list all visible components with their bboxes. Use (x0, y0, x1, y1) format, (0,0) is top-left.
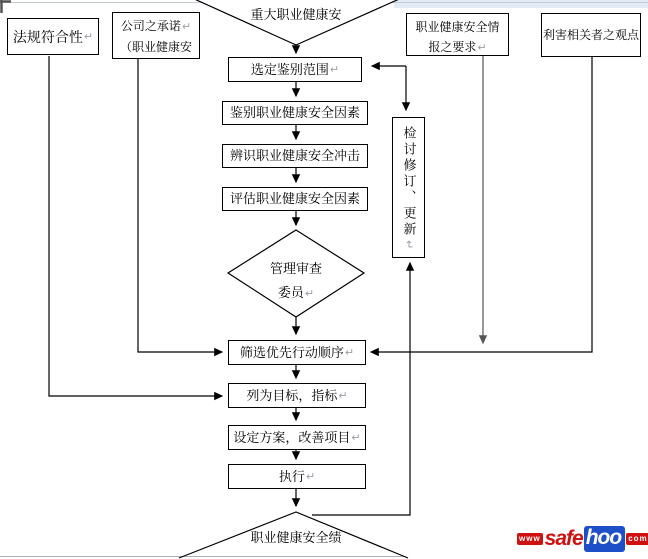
return-mark: ↵ (305, 470, 316, 483)
flow-box-identify-factors: 鉴别职业健康安全因素 (222, 101, 368, 125)
safehoo-watermark (517, 526, 648, 552)
flow-box-line1: 公司之承诺↵ (120, 19, 192, 33)
flow-box-execute: 执行 ↵ (228, 464, 366, 489)
flow-box-set-programs: 设定方案，改善项目 ↵ (228, 425, 366, 450)
flow-box-select-scope: 选定鉴别范围 ↵ (228, 57, 362, 82)
flow-box-company-commitment (112, 12, 200, 59)
bottom-diamond-label: 职业健康安全绩 (250, 530, 342, 545)
top-blue-band (394, 0, 648, 8)
flow-box-recognize-impacts: 辨识职业健康安全冲击 (222, 144, 368, 168)
corner-mark (0, 0, 11, 13)
review-diamond-line1: 管理审查 (269, 261, 322, 276)
return-mark: ↵ (351, 431, 361, 444)
review-diamond-line2: 委员↵ (277, 285, 315, 300)
flow-box-label: 法规符合性 (12, 28, 83, 45)
watermark-hoo: hoo (584, 526, 625, 552)
return-mark: ↵ (402, 240, 415, 253)
flow-box-review-update: 检讨修订、更新 ↵ (392, 117, 425, 258)
return-mark: ↵ (181, 21, 192, 33)
watermark-safe: safe (544, 527, 583, 550)
return-mark: ↵ (477, 42, 487, 54)
return-mark: ↵ (344, 346, 355, 359)
return-mark: ↵ (304, 288, 315, 300)
flow-box-line1: 职业健康安全情 (415, 20, 500, 34)
flow-box-evaluate-factors: 评估职业健康安全因素 (222, 187, 368, 211)
return-mark: ↵ (329, 63, 340, 76)
return-mark: ↵ (338, 389, 348, 402)
flow-box-info-requirements (406, 13, 509, 56)
flow-box-set-targets: 列为目标，指标 ↵ (228, 383, 366, 408)
flow-box-prioritize-actions: 筛选优先行动顺序 ↵ (228, 340, 366, 365)
return-mark: ↵ (83, 30, 94, 43)
flow-box-stakeholder-views: 利害相关者之观点 (541, 13, 641, 57)
flow-box-legal-compliance (7, 18, 99, 55)
watermark-www: www (519, 534, 541, 543)
top-diamond-label: 重大职业健康安 (250, 7, 342, 22)
flow-box-line2: 报之要求↵ (428, 40, 487, 54)
watermark-com: com (628, 534, 648, 543)
flow-box-line2: （职业健康安 (119, 40, 192, 54)
